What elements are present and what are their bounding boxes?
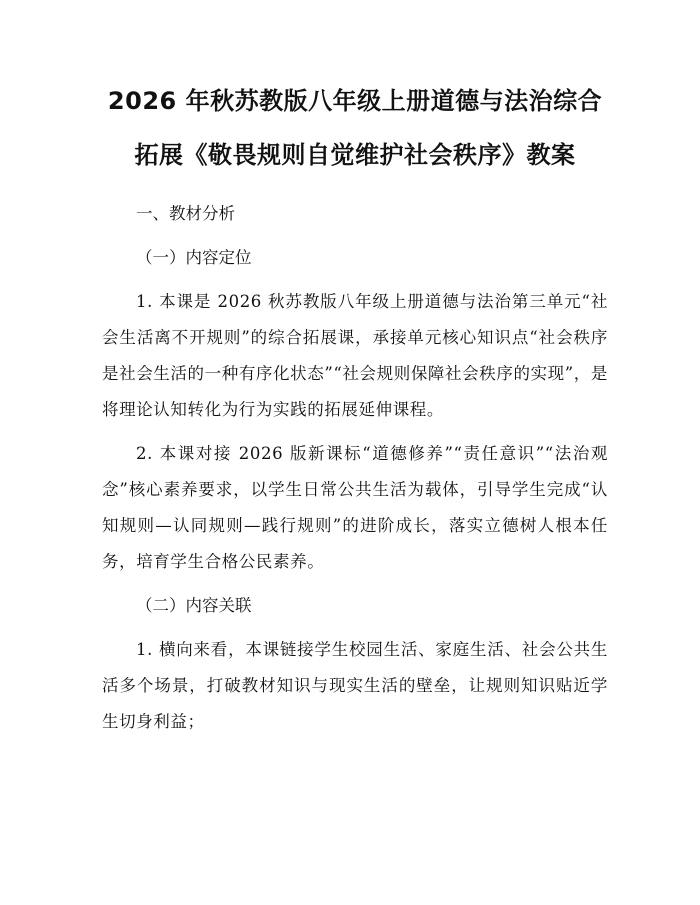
document-title-line-2: 拓展《敬畏规则自觉维护社会秩序》教案 bbox=[134, 141, 576, 169]
paragraph-1: 1. 本课是 2026 秋苏教版八年级上册道德与法治第三单元“社会生活离不开规则”的综合拓展课，承接单元核心知识点“社会秩序是社会生活的一种有序化状态”“社会规则保障社会秩序的实现”，是将理论认知转化为行为实践的拓展延伸课程。 bbox=[102, 292, 608, 419]
subsection-heading-content-positioning: （一）内容定位 bbox=[136, 248, 252, 267]
paragraph-2: 2. 本课对接 2026 版新课标“道德修养”“责任意识”“法治观念”核心素养要求，以学生日常公共生活为载体，引导学生完成“认知规则—认同规则—践行规则”的进阶成长，落实立德树人根本任务，培育学生合格公民素养。 bbox=[102, 444, 608, 571]
subsection-heading-content-association: （二）内容关联 bbox=[136, 596, 252, 615]
paragraph-3: 1. 横向来看，本课链接学生校园生活、家庭生活、社会公共生活多个场景，打破教材知识与现实生活的壁垒，让规则知识贴近学生切身利益； bbox=[102, 640, 608, 731]
section-heading-textbook-analysis: 一、教材分析 bbox=[136, 204, 235, 223]
document-title-line-1: 2026 年秋苏教版八年级上册道德与法治综合 bbox=[107, 87, 603, 115]
title-block bbox=[102, 74, 608, 182]
